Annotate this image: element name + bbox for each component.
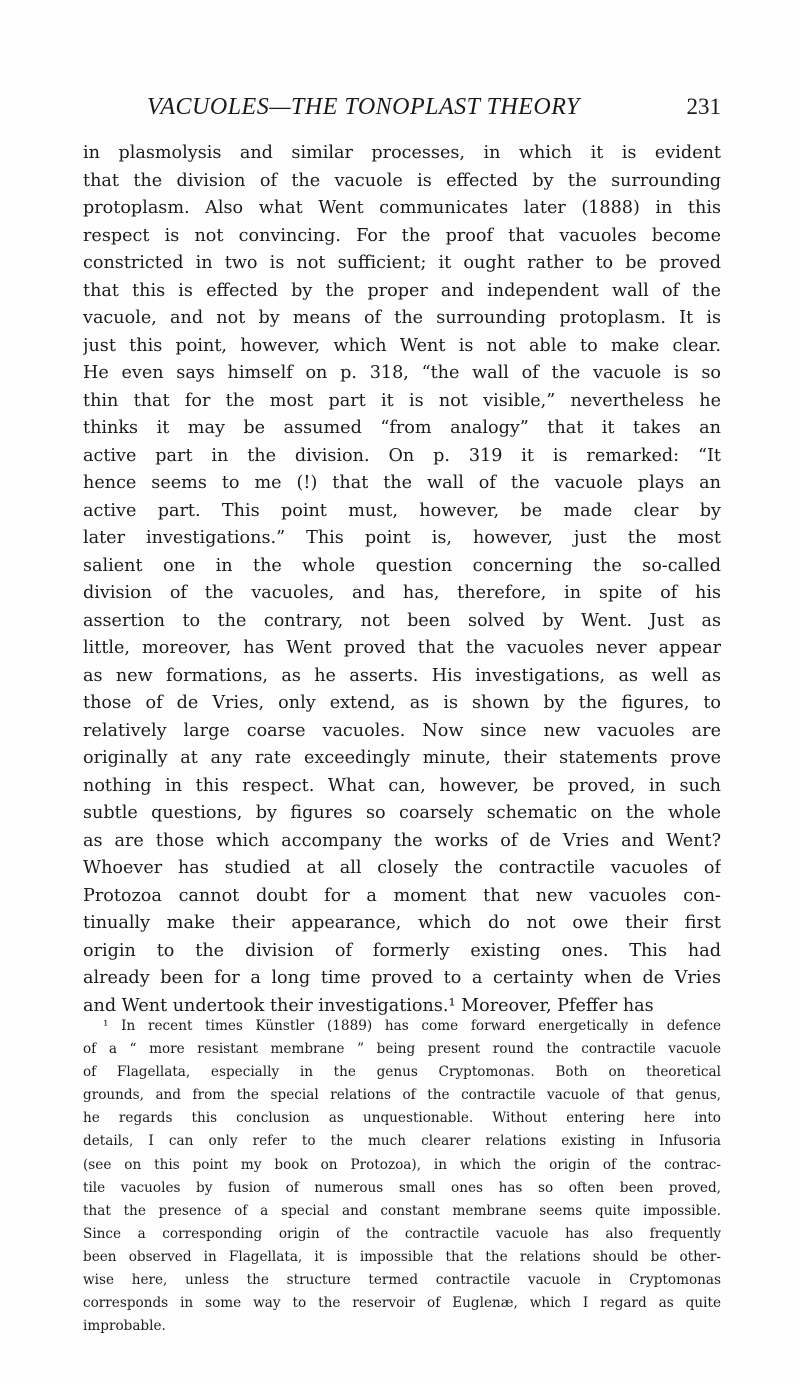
running-head [83, 94, 721, 124]
text-line: just this point, however, which Went is not able to make clear. [83, 335, 721, 356]
footnote-line: of Flagellata, especially in the genus Cryptomonas. Both on theoretical [83, 1064, 721, 1081]
footnote-line: grounds, and from the special relations of the contractile vacuole of that genus, [83, 1087, 721, 1104]
text-line: origin to the division of formerly existing ones. This had [83, 940, 721, 961]
text-line: vacuole, and not by means of the surrounding protoplasm. It is [83, 308, 721, 328]
page-number: 231 [686, 94, 721, 119]
text-line: thinks it may be assumed “from analogy” that it takes an [83, 418, 721, 438]
text-line: tinually make their appearance, which do not owe their first [83, 913, 721, 933]
text-line: active part. This point must, however, be made clear by [83, 500, 721, 521]
footnote-line: ¹ In recent times Künstler (1889) has come forward energetically in defence [103, 1018, 721, 1034]
footnote-line: that the presence of a special and constant membrane seems quite impossible. [83, 1202, 721, 1219]
text-line: He even says himself on p. 318, “the wall of the vacuole is so [83, 363, 721, 383]
footnote-line: Since a corresponding origin of the contractile vacuole has also frequently [83, 1225, 721, 1242]
text-line: and Went undertook their investigations.¹ Moreover, Pfeffer has [83, 995, 654, 1016]
footnote-line: been observed in Flagellata, it is impossible that the relations should be other- [83, 1248, 721, 1265]
text-line: division of the vacuoles, and has, therefore, in spite of his [83, 583, 721, 603]
text-line: Whoever has studied at all closely the contractile vacuoles of [83, 858, 721, 878]
text-line: subtle questions, by figures so coarsely schematic on the whole [83, 803, 721, 823]
text-line: salient one in the whole question concerning the so-called [83, 555, 721, 576]
text-line: later investigations.” This point is, however, just the most [83, 528, 721, 548]
footnote-line: tile vacuoles by fusion of numerous small ones has so often been proved, [83, 1179, 721, 1196]
text-line: that this is effected by the proper and independent wall of the [83, 280, 721, 301]
text-line: hence seems to me (!) that the wall of the vacuole plays an [83, 473, 721, 493]
text-line: little, moreover, has Went proved that the vacuoles never appear [83, 638, 721, 658]
text-line: those of de Vries, only extend, as is shown by the figures, to [83, 693, 721, 713]
footnote-line: he regards this conclusion as unquestionable. Without entering here into [83, 1110, 721, 1127]
text-line: active part in the division. On p. 319 it is remarked: “It [83, 445, 721, 466]
text-line: that the division of the vacuole is effected by the surrounding [83, 170, 721, 191]
footnote-line: corresponds in some way to the reservoir of Euglenæ, which I regard as quite [83, 1295, 721, 1312]
text-line: in plasmolysis and similar processes, in which it is evident [83, 143, 721, 163]
text-line: assertion to the contrary, not been solved by Went. Just as [83, 610, 721, 631]
text-line: relatively large coarse vacuoles. Now since new vacuoles are [83, 720, 721, 741]
text-line: respect is not convincing. For the proof that vacuoles become [83, 225, 721, 246]
text-line: constricted in two is not sufficient; it ought rather to be proved [83, 253, 721, 273]
footnote-line: wise here, unless the structure termed contractile vacuole in Cryptomonas [83, 1272, 721, 1289]
footnote-line: improbable. [83, 1318, 166, 1335]
text-line: as are those which accompany the works of de Vries and Went? [83, 830, 721, 851]
text-line: Protozoa cannot doubt for a moment that new vacuoles con- [83, 885, 721, 906]
text-line: thin that for the most part it is not visible,” nevertheless he [83, 390, 721, 411]
running-title: VACUOLES—THE TONOPLAST THEORY [147, 94, 580, 120]
footnote-line: (see on this point my book on Protozoa), in which the origin of the contrac- [83, 1156, 721, 1173]
text-line: already been for a long time proved to a certainty when de Vries [83, 968, 721, 988]
footnote [83, 1015, 721, 1338]
body-text [83, 140, 721, 1020]
footnote-line: of a “ more resistant membrane ” being present round the contractile vacuole [83, 1041, 721, 1058]
text-line: nothing in this respect. What can, however, be proved, in such [83, 775, 721, 796]
text-line: originally at any rate exceedingly minute, their statements prove [83, 748, 721, 768]
text-line: protoplasm. Also what Went communicates later (1888) in this [83, 198, 721, 218]
text-line: as new formations, as he asserts. His investigations, as well as [83, 665, 721, 686]
footnote-line: details, I can only refer to the much clearer relations existing in Infusoria [83, 1133, 721, 1150]
